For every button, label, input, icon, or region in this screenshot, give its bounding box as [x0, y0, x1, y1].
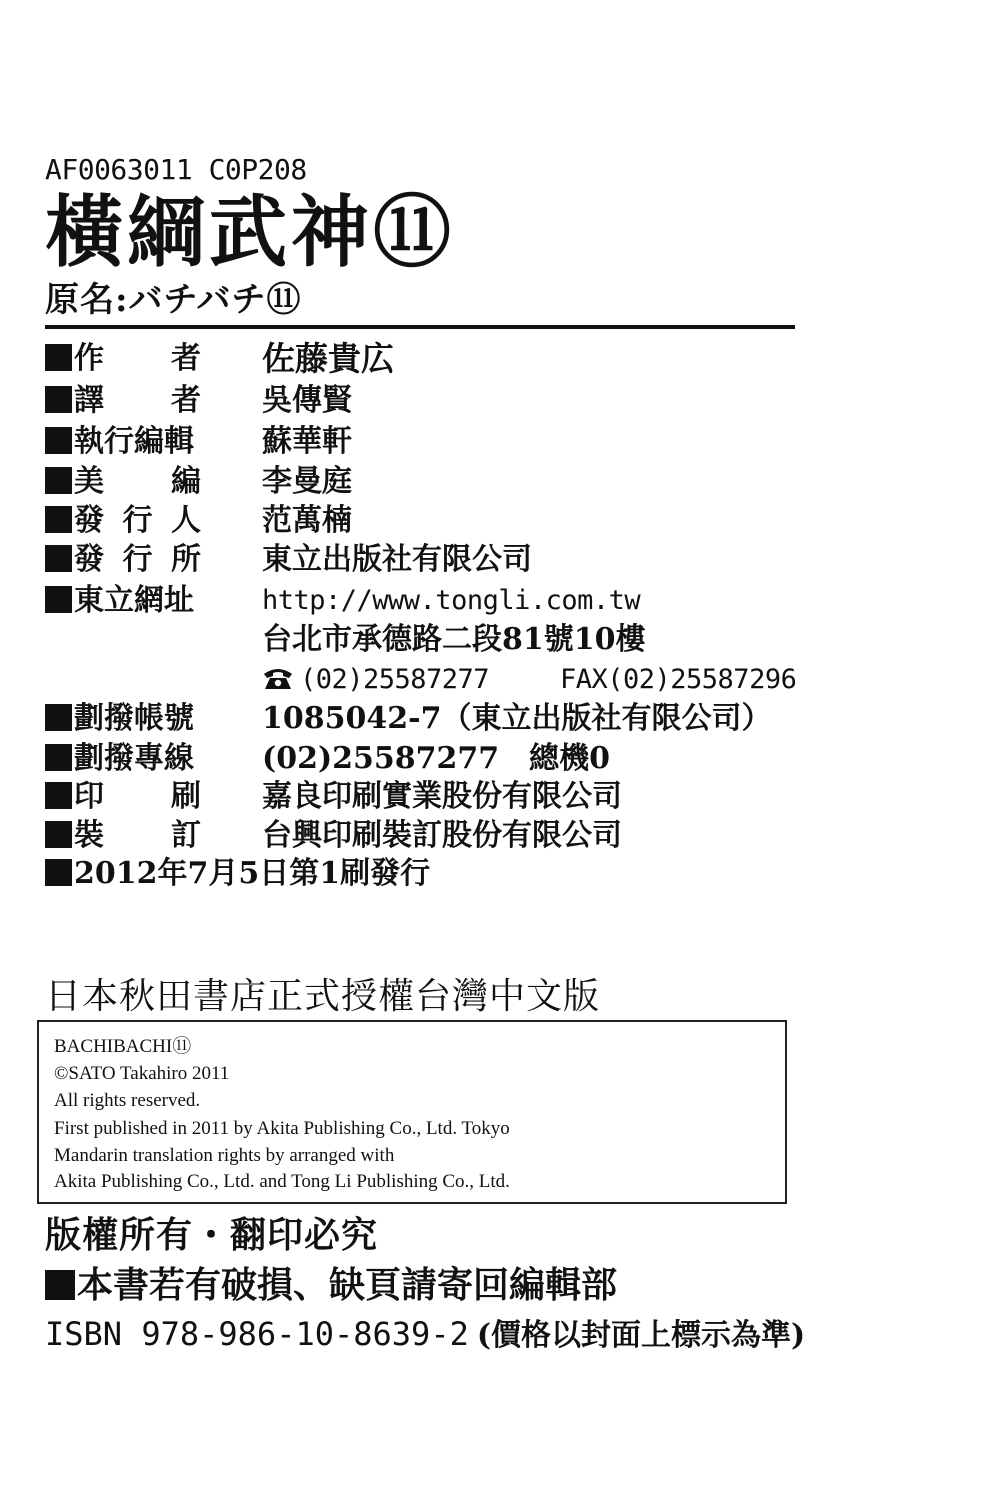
bullet-square-icon: [45, 782, 72, 809]
authorization-notice: 日本秋田書店正式授權台灣中文版: [45, 976, 601, 1017]
copyright-notice: 版權所有・翻印必究: [45, 1214, 379, 1256]
bullet-square-icon: [45, 704, 72, 731]
credit-row-postal-line: [45, 740, 805, 778]
credit-row-author: [45, 340, 805, 378]
credit-value: 李曼庭: [262, 464, 352, 499]
credit-row-binding: [45, 817, 805, 855]
credit-row-publishing-house: [45, 541, 805, 579]
bullet-square-icon: [45, 821, 72, 848]
divider: [45, 325, 795, 329]
print-date: 2012年7月5日第1刷發行: [45, 855, 430, 893]
isbn-line: [45, 1312, 805, 1358]
credit-value: 吳傳賢: [262, 383, 352, 418]
bullet-square-icon: [45, 344, 72, 371]
bullet-square-icon: [45, 744, 72, 771]
rights-line: Akita Publishing Co., Ltd. and Tong Li Publishing Co., Ltd.: [54, 1171, 510, 1192]
address: 台北市承德路二段81號10樓: [262, 622, 646, 657]
bullet-square-icon: [45, 545, 72, 572]
rights-box: [37, 1020, 787, 1204]
bullet-square-icon: [45, 386, 72, 413]
bullet-square-icon: [45, 859, 72, 886]
credit-row-postal-account: [45, 700, 805, 738]
rights-line: BACHIBACHI⑪: [54, 1036, 192, 1057]
product-code: AF0063011 C0P208: [45, 153, 307, 186]
credit-row-printer: [45, 778, 805, 816]
rights-line: All rights reserved.: [54, 1090, 201, 1111]
credit-row-translator: [45, 382, 805, 420]
credit-value: 蘇華軒: [262, 424, 352, 459]
telephone-icon: [262, 666, 294, 690]
credit-label: 執行編輯: [74, 424, 194, 459]
credit-value: 東立出版社有限公司: [262, 542, 532, 577]
credit-label: 劃撥帳號: [74, 701, 194, 736]
credit-row-art-editor: [45, 463, 805, 501]
credit-value: (02)25587277 總機0: [262, 741, 611, 776]
original-title: 原名:バチバチ⑪: [45, 280, 302, 320]
credit-row-publisher: [45, 502, 805, 540]
credit-label: 東立網址: [74, 583, 194, 618]
rights-line: First published in 2011 by Akita Publishing Co., Ltd. Tokyo: [54, 1118, 510, 1139]
isbn: ISBN 978-986-10-8639-2: [45, 1315, 469, 1353]
credit-row-editor: [45, 423, 805, 461]
bullet-square-icon: [45, 1270, 75, 1300]
damage-notice: 本書若有破損、缺頁請寄回編輯部: [45, 1263, 617, 1307]
credit-value: 1085042-7（東立出版社有限公司）: [262, 701, 772, 736]
credit-label: 作 者: [74, 341, 201, 376]
price-note: (價格以封面上標示為準): [476, 1318, 806, 1353]
bullet-square-icon: [45, 506, 72, 533]
book-title: 橫綱武神⑪: [45, 187, 456, 278]
bullet-square-icon: [45, 467, 72, 494]
credit-label: 發 行 所: [74, 542, 201, 577]
phone-number: (02)25587277: [300, 664, 490, 695]
credit-value: 佐藤貴広: [262, 339, 394, 378]
phone-row: [45, 661, 805, 699]
address-row: [45, 621, 805, 659]
bullet-square-icon: [45, 427, 72, 454]
credit-label: 裝 訂: [74, 818, 201, 853]
credit-value: 台興印刷裝訂股份有限公司: [262, 818, 622, 853]
fax-number: FAX(02)25587296: [560, 664, 797, 695]
rights-line: Mandarin translation rights by arranged with: [54, 1145, 395, 1166]
credit-value: 范萬楠: [262, 503, 352, 538]
credit-value: 嘉良印刷實業股份有限公司: [262, 779, 622, 814]
credit-label: 美 編: [74, 464, 201, 499]
credit-row-website: [45, 582, 805, 620]
credit-label: 印 刷: [74, 779, 201, 814]
website-url: http://www.tongli.com.tw: [262, 585, 641, 616]
bullet-square-icon: [45, 586, 72, 613]
credit-label: 發 行 人: [74, 503, 201, 538]
rights-line: ©SATO Takahiro 2011: [54, 1063, 230, 1084]
credit-label: 譯 者: [74, 383, 201, 418]
credit-label: 劃撥專線: [74, 741, 194, 776]
